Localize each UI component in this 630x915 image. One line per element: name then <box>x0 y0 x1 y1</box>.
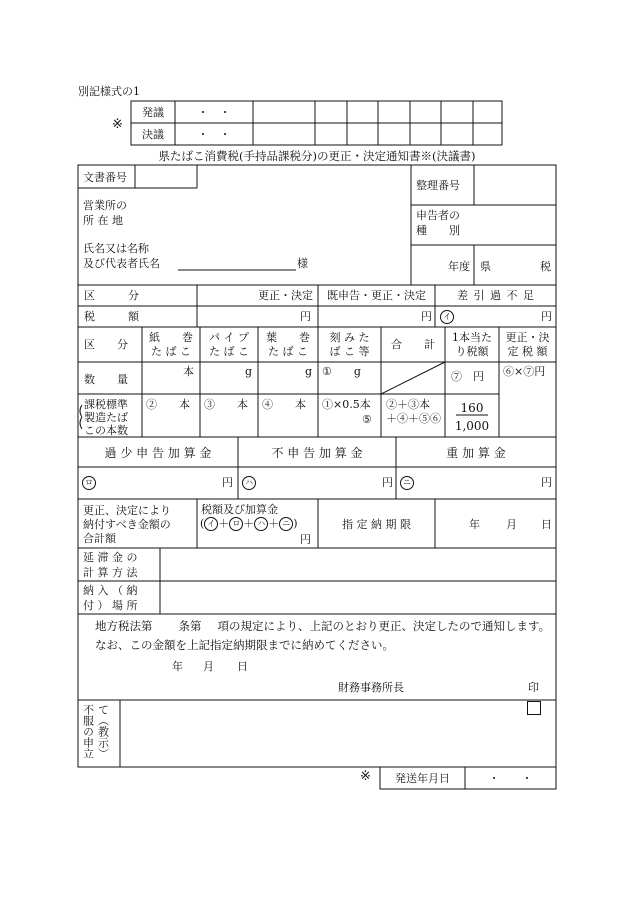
row-quantity-label: 数 量 <box>84 373 128 386</box>
std-cut-cell-1[interactable]: ①×0.5本 <box>322 398 371 411</box>
tax-correction-yen[interactable]: 円 <box>300 310 311 323</box>
main-form-border <box>78 165 556 767</box>
fiscal-year-label: 年度 <box>448 260 470 273</box>
approval-label-ketsugi: 決議 <box>142 128 164 141</box>
row-tax-label: 税 額 <box>84 310 139 323</box>
row-standard-label-1: 課税標準 <box>84 398 128 411</box>
non-filing-header: 不 申 告 加 算 金 <box>271 446 363 460</box>
office-location-label-2: 所 在 地 <box>83 214 123 227</box>
col-correction-header: 更正・決定 <box>258 289 313 302</box>
tax-difference-yen[interactable]: 円 <box>541 310 552 323</box>
row-standard-label-3: この本数 <box>84 424 128 437</box>
col-decided-1: 更正・決 <box>505 331 550 344</box>
due-day[interactable]: 日 <box>541 518 552 531</box>
rate-denominator: 1,000 <box>454 419 490 433</box>
formula-label: 税額及び加算金 <box>201 503 278 516</box>
rate-cell[interactable]: ⑦ 円 <box>451 370 484 383</box>
decided-cell[interactable]: ⑥×⑦円 <box>503 365 546 378</box>
col-cut-2: ば こ 等 <box>329 345 370 358</box>
sent-date-field[interactable]: ・ ・ <box>488 772 533 785</box>
doc-number-field[interactable] <box>136 166 196 187</box>
kubun-header: 区 分 <box>84 289 139 302</box>
payment-formula: ( イ ＋ ロ ＋ ハ ＋ ニ ) <box>200 517 298 530</box>
tax-label: 税 <box>540 260 551 273</box>
appeal-field[interactable] <box>121 715 555 766</box>
name-label-2: 及び代表者氏名 <box>83 257 160 270</box>
prefecture-label: 県 <box>480 260 491 273</box>
non-filing-yen[interactable]: 円 <box>382 476 393 489</box>
filer-type-label-2: 種 別 <box>416 224 460 237</box>
due-month[interactable]: 月 <box>506 518 517 531</box>
office-location-label-1: 営業所の <box>83 199 127 212</box>
form-title: 県たばこ消費税(手持品課税分)の更正・決定通知書※(決議書) <box>158 149 476 163</box>
doc-number-label: 文書番号 <box>83 171 127 184</box>
notice-line-2: なお、この金額を上記指定納期限までに納めてください。 <box>95 638 394 652</box>
notice-line-1: 地方税法第 条第 項の規定により、上記のとおり更正、決定したので通知します。 <box>95 619 551 633</box>
col-cigar-1: 葉 巻 <box>266 331 310 344</box>
place-field[interactable] <box>161 582 555 613</box>
tax-existing-yen[interactable]: 円 <box>421 310 432 323</box>
office-head-label: 財務事務所長 <box>338 681 404 694</box>
under-reporting-yen[interactable]: 円 <box>222 476 233 489</box>
place-label-1: 納 入 （ 納 <box>83 584 138 597</box>
col-rate-1: 1本当た <box>452 331 492 344</box>
form-code: 別記様式の1 <box>78 85 140 98</box>
name-field[interactable] <box>178 252 296 269</box>
qty-cigarette-unit[interactable]: 本 <box>183 365 194 378</box>
heavy-penalty-yen[interactable]: 円 <box>541 476 552 489</box>
col-difference-header: 差 引 過 不 足 <box>457 289 535 302</box>
ref-number-label: 整理番号 <box>416 179 460 192</box>
due-date-label: 指 定 納 期 限 <box>342 518 411 531</box>
col-cut-1: 刻 み た <box>329 331 370 344</box>
appeal-checkbox[interactable] <box>527 701 541 715</box>
col-total: 合 計 <box>391 338 435 351</box>
std-cigar-cell[interactable]: ④ 本 <box>262 398 306 411</box>
payment-total-label-1: 更正、決定により <box>83 504 171 517</box>
qty-pipe-unit[interactable]: g <box>245 365 253 378</box>
col-cigar-2: た ば こ <box>268 345 308 358</box>
notice-month[interactable]: 月 <box>203 660 214 673</box>
name-label-1: 氏名又は名称 <box>83 242 149 255</box>
notice-year[interactable]: 年 <box>172 660 183 673</box>
due-year[interactable]: 年 <box>469 518 480 531</box>
col-decided-2: 定 税 額 <box>507 345 548 358</box>
appeal-label-2: て（教示） <box>96 704 110 759</box>
std-pipe-cell[interactable]: ③ 本 <box>204 398 248 411</box>
row-standard-label-2: 製造たば <box>84 411 128 424</box>
qty-cigar-unit[interactable]: g <box>305 365 313 378</box>
product-kubun-label: 区 分 <box>84 338 128 351</box>
appeal-label-1: 不服の申立 <box>81 704 95 759</box>
std-cut-cell-2: ⑤ <box>362 413 372 426</box>
office-location-field[interactable] <box>150 195 405 235</box>
approval-date-hatsugi[interactable]: ・ ・ <box>197 106 231 119</box>
heavy-penalty-header: 重 加 算 金 <box>446 446 506 460</box>
circle-ro-marker: ロ <box>82 476 96 490</box>
payment-total-label-2: 納付すべき金額の <box>83 518 171 531</box>
seal-label: 印 <box>528 681 539 694</box>
rice-mark: ※ <box>112 117 123 132</box>
filer-type-label-1: 申告者の <box>416 209 460 222</box>
col-cigarette-1: 紙 巻 <box>149 331 193 344</box>
payment-total-label-3: 合計額 <box>83 532 116 545</box>
delinquency-label-1: 延 滞 金 の <box>83 551 138 564</box>
circle-ha-marker: ハ <box>242 476 256 490</box>
col-existing-header: 既申告・更正・決定 <box>327 289 426 302</box>
col-cigarette-2: た ば こ <box>151 345 191 358</box>
approval-label-hatsugi: 発議 <box>142 106 164 119</box>
col-pipe-2: た ば こ <box>209 345 249 358</box>
payment-total-yen[interactable]: 円 <box>300 533 311 546</box>
circle-i-marker: イ <box>440 310 454 324</box>
ref-number-field[interactable] <box>475 166 555 204</box>
delinquency-field[interactable] <box>161 549 555 580</box>
delinquency-label-2: 計 算 方 法 <box>83 566 138 579</box>
filer-type-field[interactable] <box>475 206 555 244</box>
col-pipe-1: パ イ プ <box>209 331 249 344</box>
place-label-2: 付 ） 場 所 <box>83 599 138 612</box>
circle-ni-marker: ニ <box>400 476 414 490</box>
under-reporting-header: 過 少 申 告 加 算 金 <box>104 446 212 460</box>
notice-day[interactable]: 日 <box>237 660 248 673</box>
std-total-cell-1[interactable]: ②＋③本 <box>386 398 430 411</box>
honorific-sama: 様 <box>297 257 308 270</box>
col-rate-2: り税額 <box>455 345 489 358</box>
std-total-cell-2: ＋④＋⑤⑥ <box>386 412 441 425</box>
approval-date-ketsugi[interactable]: ・ ・ <box>197 128 231 141</box>
std-cigarette-cell[interactable]: ② 本 <box>146 398 190 411</box>
qty-cut-cell[interactable]: ① g <box>322 365 361 378</box>
rate-numerator: 160 <box>460 401 484 415</box>
sent-date-label: 発送年月日 <box>395 772 450 785</box>
footer-rice-mark: ※ <box>360 769 371 784</box>
